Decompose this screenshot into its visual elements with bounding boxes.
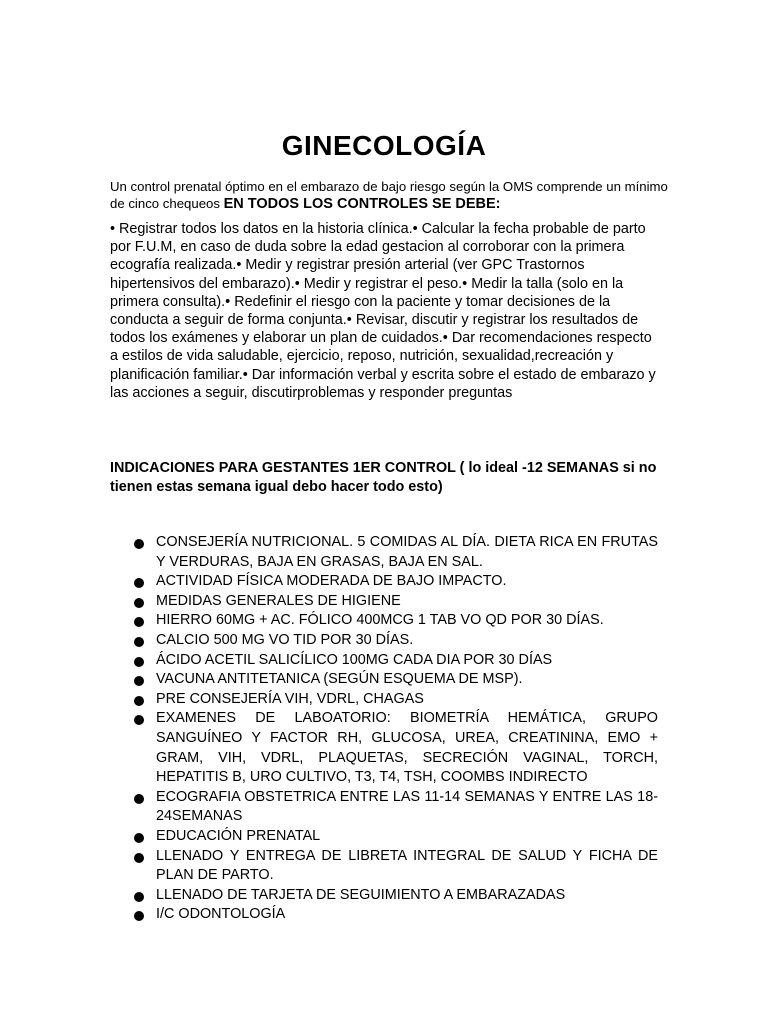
list-item [134, 631, 658, 651]
list-item [134, 709, 658, 787]
intro-text: Un control prenatal óptimo en el embarazo de bajo riesgo según la OMS comprende un mínimo de cinco chequeos [110, 179, 668, 211]
intro-emphasis: EN TODOS LOS CONTROLES SE DEBE: [223, 196, 501, 212]
controls-paragraph: • Registrar todos los datos en la historia clínica.• Calcular la fecha probable de parto por F.U.M, en caso de duda sobre la edad gestacion al corroborar con la primera ecografía realizada.• Medir y registrar presión arterial (ver GPC Trastornos hipertensivos del embarazo).• Medir y registrar el peso.• Medir la talla (solo en la primera consulta).• Redefinir el riesgo con la paciente y tomar decisiones de la conducta a seguir de forma conjunta.• Revisar, discutir y registrar los resultados de todos los exámenes y elaborar un plan de cuidados.• Dar recomendaciones respecto a estilos de vida saludable, ejercicio, reposo, nutrición, sexualidad,recreación y planificación familiar.• Dar información verbal y escrita sobre el estado de embarazo y las acciones a seguir, discutirproblemas y responder preguntas [110, 221, 656, 401]
list-item-text: PRE CONSEJERÍA VIH, VDRL, CHAGAS [156, 690, 424, 707]
indications-heading: INDICACIONES PARA GESTANTES 1ER CONTROL ( lo ideal -12 SEMANAS si no tienen estas semana igual debo hacer todo esto) [110, 460, 657, 495]
list-item-text: EDUCACIÓN PRENATAL [156, 827, 321, 844]
page-title: GINECOLOGÍA [281, 130, 487, 161]
list-item-text: HIERRO 60MG + AC. FÓLICO 400MCG 1 TAB VO QD POR 30 DÍAS. [156, 612, 604, 629]
list-item-text: ACTIVIDAD FÍSICA MODERADA DE BAJO IMPACTO. [156, 573, 507, 590]
list-item-text: I/C ODONTOLOGÍA [156, 906, 286, 923]
bullet-icon [134, 617, 144, 627]
list-item-text: CONSEJERÍA NUTRICIONAL. 5 COMIDAS AL DÍA. DIETA RICA EN FRUTAS Y VERDURAS, BAJA EN GRASAS, BAJA EN SAL. [156, 534, 658, 570]
list-item [134, 611, 658, 631]
bullet-icon [134, 676, 144, 686]
list-item [134, 827, 658, 847]
list-item [134, 572, 658, 592]
list-item [134, 788, 658, 827]
list-item-text: VACUNA ANTITETANICA (SEGÚN ESQUEMA DE MSP). [156, 671, 523, 688]
bullet-icon [134, 853, 144, 863]
bullet-icon [134, 794, 144, 804]
intro-paragraph [110, 178, 670, 213]
list-item [134, 690, 658, 710]
list-item [134, 905, 658, 925]
list-item-text: LLENADO DE TARJETA DE SEGUIMIENTO A EMBARAZADAS [156, 886, 566, 903]
list-item [134, 847, 658, 886]
bullet-icon [134, 637, 144, 647]
list-item-text: EXAMENES DE LABOATORIO: BIOMETRÍA HEMÁTICA, GRUPO SANGUÍNEO Y FACTOR RH, GLUCOSA, UREA, CREATININA, EMO + GRAM, VIH, VDRL, PLAQUETAS, SECRECIÓN VAGINAL, TORCH, HEPATITIS B, URO CULTIVO, T3, T4, TSH, COOMBS INDIRECTO [156, 710, 658, 786]
bullet-icon [134, 598, 144, 608]
list-item [134, 670, 658, 690]
list-item-text: MEDIDAS GENERALES DE HIGIENE [156, 592, 401, 609]
bullet-icon [134, 892, 144, 902]
list-item-text: ÁCIDO ACETIL SALICÍLICO 100MG CADA DIA POR 30 DÍAS [156, 651, 553, 668]
bullet-icon [134, 657, 144, 667]
list-item-text: ECOGRAFIA OBSTETRICA ENTRE LAS 11-14 SEMANAS Y ENTRE LAS 18-24SEMANAS [156, 788, 658, 825]
bullet-icon [134, 833, 144, 843]
indications-list [134, 533, 658, 925]
bullet-icon [134, 911, 144, 921]
bullet-icon [134, 578, 144, 588]
bullet-icon [134, 539, 144, 549]
list-item-text: LLENADO Y ENTREGA DE LIBRETA INTEGRAL DE SALUD Y FICHA DE PLAN DE PARTO. [156, 847, 658, 884]
list-item [134, 592, 658, 612]
bullet-icon [134, 715, 144, 725]
bullet-icon [134, 696, 144, 706]
list-item-text: CALCIO 500 MG VO TID POR 30 DÍAS. [156, 631, 414, 648]
list-item [134, 651, 658, 671]
list-item [134, 886, 658, 906]
list-item [134, 533, 658, 572]
